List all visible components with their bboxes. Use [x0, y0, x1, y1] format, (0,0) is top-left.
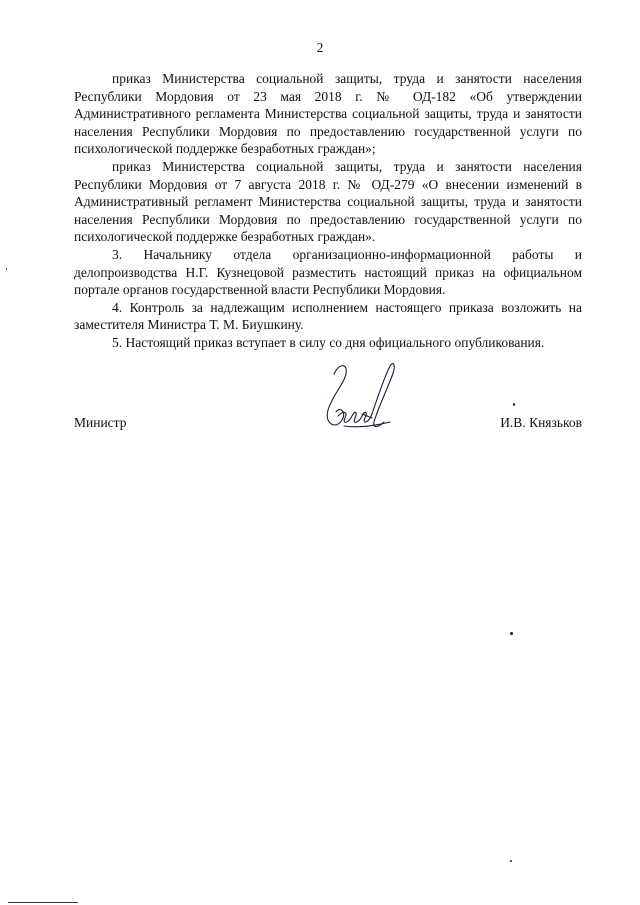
- scan-speck: [510, 860, 512, 862]
- signer-name: И.В. Князьков: [500, 415, 582, 430]
- signature-block: [74, 356, 582, 436]
- paragraph-order-od-182: приказ Министерства социальной защиты, труда и занятости населения Республики Мордовия от 23 мая 2018 г. № ОД-182 «Об утверждении Административного регламента Министерства социальной защиты, труда и занятости населения Республики Мордовия по предоставлению государственной услуги по психологической поддержке безработных граждан»;: [74, 71, 582, 157]
- scan-speck: [6, 268, 7, 270]
- page-number: 2: [316, 40, 324, 55]
- scan-speck: [513, 403, 515, 406]
- paragraph-item-3: 3. Начальнику отдела организационно-информационной работы и делопроизводства Н.Г. Кузнецовой разместить настоящий приказ на официальном портале органов государственной власти Республики Мордовия.: [74, 246, 582, 298]
- scan-speck: [510, 632, 513, 635]
- handwritten-signature: [314, 356, 404, 436]
- paragraph-order-od-279: приказ Министерства социальной защиты, труда и занятости населения Республики Мордовия от 7 августа 2018 г. № ОД-279 «О внесении изменений в Административный регламент Министерства социальной защиты, труда и занятости населения Республики Мордовия по предоставлению государственной услуги по психологической поддержке безработных граждан».: [74, 158, 582, 245]
- signer-position: Министр: [74, 415, 127, 430]
- document-body: [74, 70, 582, 352]
- footer-rule: [8, 902, 78, 903]
- paragraph-item-5: 5. Настоящий приказ вступает в силу со дня официального опубликования.: [112, 334, 545, 350]
- paragraph-item-4: 4. Контроль за надлежащим исполнением настоящего приказа возложить на заместителя Министра Т. М. Биушкину.: [74, 299, 582, 333]
